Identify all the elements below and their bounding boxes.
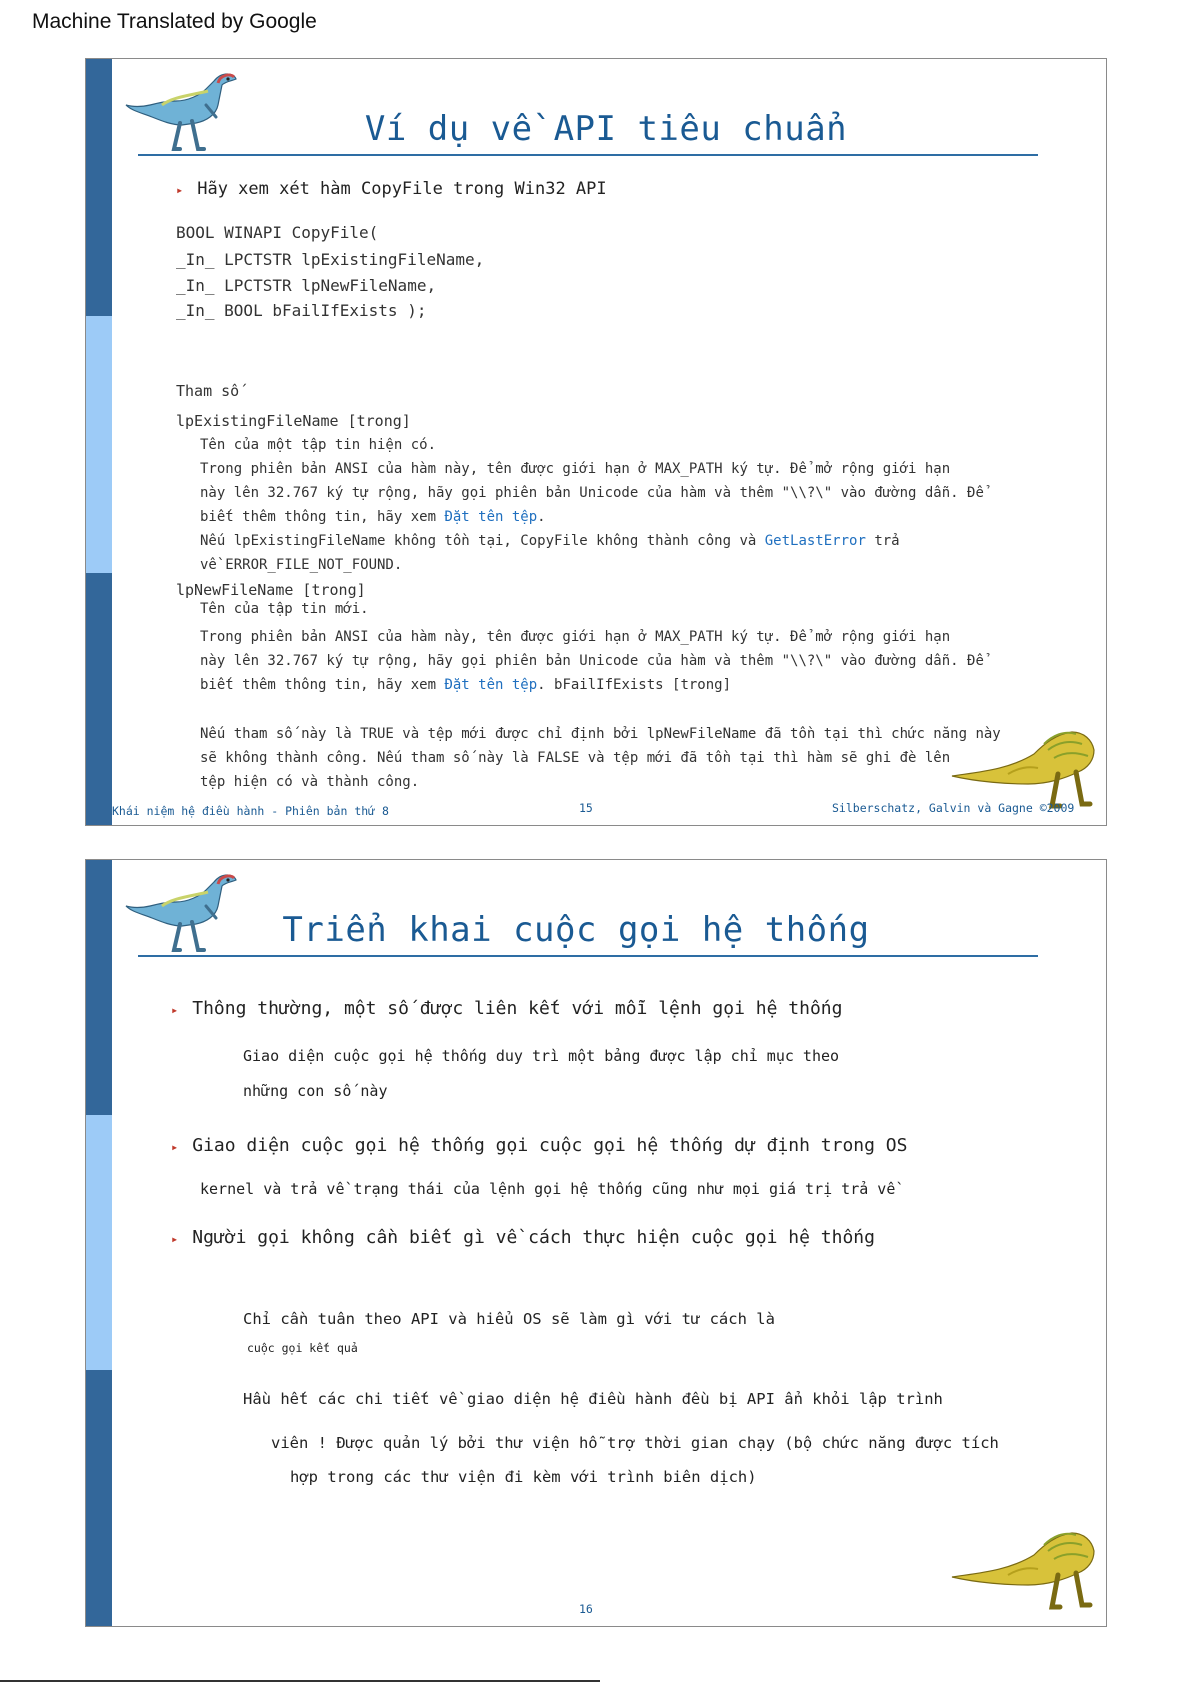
bullet-item: ▸ Giao diện cuộc gọi hệ thống gọi cuộc gọi hệ thống dự định trong OS <box>171 1135 908 1156</box>
dinosaur-crouching-icon <box>948 714 1098 814</box>
param-desc: Tên của tập tin mới. <box>200 601 369 617</box>
code-line: BOOL WINAPI CopyFile( <box>176 223 379 242</box>
slide-15 <box>85 58 1107 826</box>
sub-item: cuộc gọi kết quả <box>247 1341 358 1355</box>
slide-sidebar <box>86 860 112 1626</box>
title-underline <box>138 154 1038 156</box>
code-line: _In_ BOOL bFailIfExists ); <box>176 301 427 320</box>
sub-item: hợp trong các thư viện đi kèm với trình biên dịch) <box>290 1468 757 1486</box>
naming-files-link[interactable]: Đặt tên tệp <box>444 509 538 525</box>
dinosaur-crouching-icon <box>948 1515 1098 1615</box>
slide-title: Ví dụ về API tiêu chuẩn <box>364 109 848 149</box>
bullet-icon: ▸ <box>171 1003 179 1017</box>
footer-authors: Silberschatz, Galvin và Gagne ©2009 <box>832 801 1075 815</box>
param-text: Trong phiên bản ANSI của hàm này, tên được giới hạn ở MAX_PATH ký tự. Để mở rộng giới hạn <box>200 629 951 645</box>
bullet-icon: ▸ <box>171 1140 179 1154</box>
bullet-item: ▸ Người gọi không cần biết gì về cách thực hiện cuộc gọi hệ thống <box>171 1227 875 1248</box>
param-text: này lên 32.767 ký tự rộng, hãy gọi phiên bản Unicode của hàm và thêm "\\?\" vào đường dẫn. Để <box>200 653 984 669</box>
param-text: này lên 32.767 ký tự rộng, hãy gọi phiên bản Unicode của hàm và thêm "\\?\" vào đường dẫn. Để <box>200 485 984 501</box>
param-text: biết thêm thông tin, hãy xem Đặt tên tệp. <box>200 509 546 525</box>
footer-page-number: 15 <box>579 801 593 815</box>
bullet-item: ▸ Thông thường, một số được liên kết với mỗi lệnh gọi hệ thống <box>171 998 843 1019</box>
param-name: lpExistingFileName [trong] <box>176 412 411 430</box>
getlasterror-link[interactable]: GetLastError <box>764 533 866 549</box>
param-text: Nếu lpExistingFileName không tồn tại, CopyFile không thành công và GetLastError trả <box>200 533 900 549</box>
footer-page-number: 16 <box>579 1602 593 1616</box>
sub-item: kernel và trả về trạng thái của lệnh gọi hệ thống cũng như mọi giá trị trả về <box>200 1180 896 1198</box>
param-text: về ERROR_FILE_NOT_FOUND. <box>200 557 403 573</box>
slide-title: Triển khai cuộc gọi hệ thống <box>282 910 870 950</box>
slide-16 <box>85 859 1107 1627</box>
bullet-item: ▸ Hãy xem xét hàm CopyFile trong Win32 API <box>176 179 607 199</box>
param-text: Trong phiên bản ANSI của hàm này, tên được giới hạn ở MAX_PATH ký tự. Để mở rộng giới hạn <box>200 461 951 477</box>
sub-item: viên ! Được quản lý bởi thư viện hỗ trợ thời gian chạy (bộ chức năng được tích <box>271 1434 999 1452</box>
machine-translated-header: Machine Translated by Google <box>32 10 317 33</box>
param-text: Nếu tham số này là TRUE và tệp mới được chỉ định bởi lpNewFileName đã tồn tại thì chức năng này <box>200 726 1001 742</box>
param-desc: Tên của một tập tin hiện có. <box>200 437 437 453</box>
code-line: _In_ LPCTSTR lpExistingFileName, <box>176 250 485 269</box>
slide-sidebar <box>86 59 112 825</box>
sub-item: Chỉ cần tuân theo API và hiểu OS sẽ làm gì với tư cách là <box>243 1310 775 1328</box>
code-line: _In_ LPCTSTR lpNewFileName, <box>176 276 437 295</box>
params-heading: Tham số <box>176 382 240 400</box>
sub-item: Giao diện cuộc gọi hệ thống duy trì một bảng được lập chỉ mục theo <box>243 1047 840 1065</box>
param-text: sẽ không thành công. Nếu tham số này là FALSE và tệp mới đã tồn tại thì hàm sẽ ghi đè lên <box>200 750 951 766</box>
title-underline <box>138 955 1038 957</box>
page-bottom-divider <box>0 1680 600 1682</box>
sub-item: Hầu hết các chi tiết về giao diện hệ điều hành đều bị API ẩn khỏi lập trình <box>243 1390 943 1408</box>
param-text: biết thêm thông tin, hãy xem Đặt tên tệp. bFailIfExists [trong] <box>200 677 732 693</box>
naming-files-link[interactable]: Đặt tên tệp <box>444 677 538 693</box>
param-name: lpNewFileName [trong] <box>176 581 366 599</box>
param-text: tệp hiện có và thành công. <box>200 774 420 790</box>
bullet-icon: ▸ <box>176 183 184 197</box>
bullet-icon: ▸ <box>171 1232 179 1246</box>
dinosaur-standing-icon <box>122 65 240 155</box>
sub-item: những con số này <box>243 1082 388 1100</box>
footer-book-title: Khái niệm hệ điều hành - Phiên bản thứ 8 <box>112 804 389 818</box>
